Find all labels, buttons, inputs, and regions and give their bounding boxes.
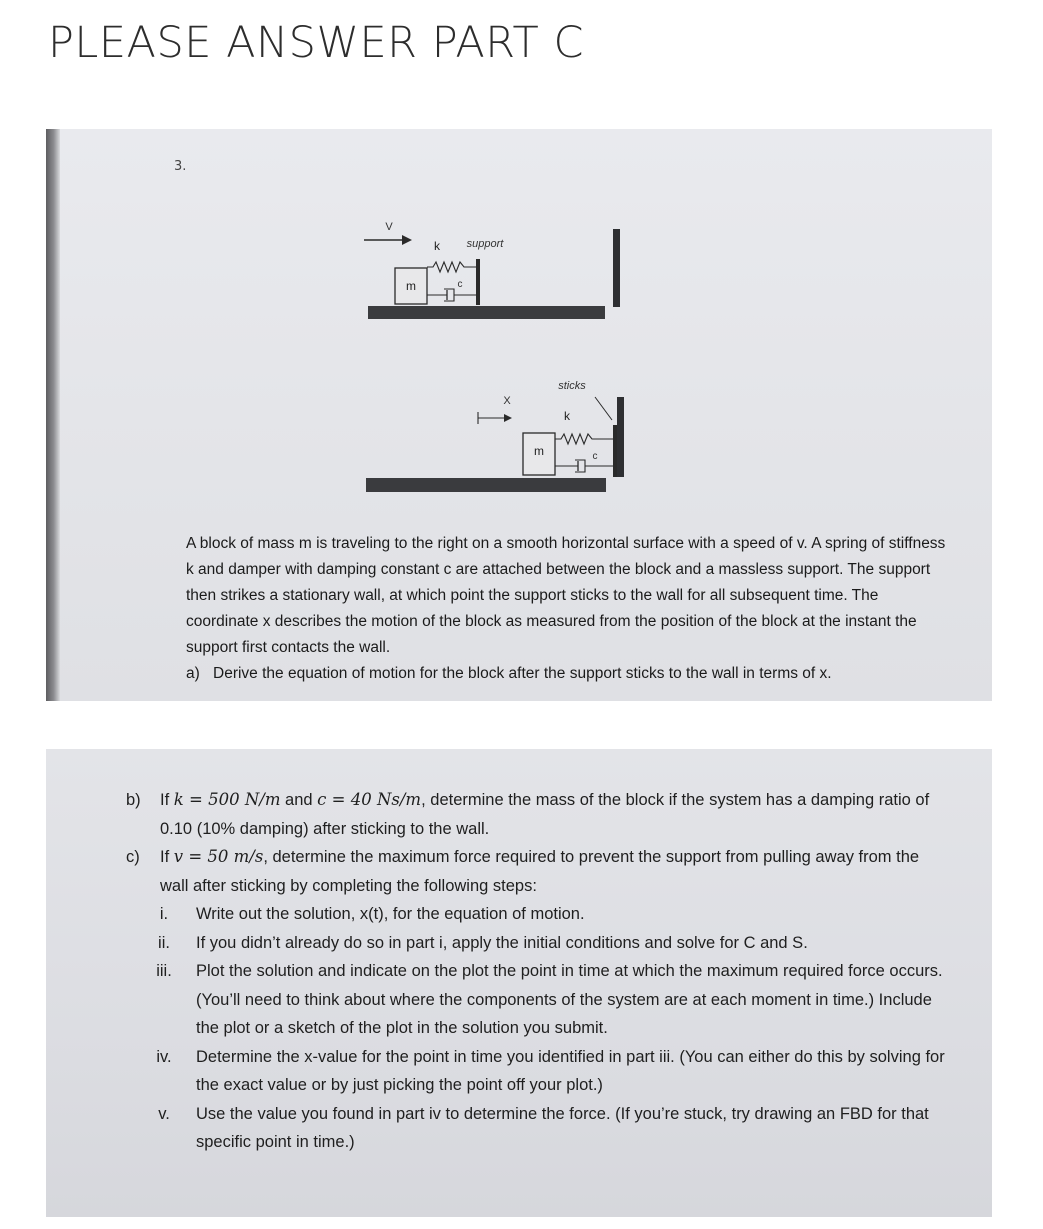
step-ii <box>126 929 946 958</box>
problem-text <box>186 531 946 687</box>
part-c-v-expression: v = 50 m/s <box>173 847 264 866</box>
spring-top <box>427 262 476 272</box>
part-a-text: Derive the equation of motion for the block after the support sticks to the wall in terms of x. <box>213 665 832 682</box>
part-b-c-expression: c = 40 Ns/m <box>317 790 422 809</box>
problem-description: A block of mass m is traveling to the right on a smooth horizontal surface with a speed of v. A spring of stiffness k and damper with damping constant c are attached between the block and a massless support. The support then strikes a stationary wall, at which point the support sticks to the wall for all subsequent time. The coordinate x describes the motion of the block as measured from the position of the block at the instant the support first contacts the wall. <box>186 535 946 656</box>
part-c-prefix: If <box>160 848 174 866</box>
part-c-text: , determine the maximum force required to prevent the support from pulling away from the wall after sticking by completing the following steps: <box>160 848 920 895</box>
step-iv-text: Determine the x-value for the point in time you identified in part iii. (You can either do this by solving for the exact value or by just picking the point off your plot.) <box>196 1047 945 1094</box>
question-number: 3. <box>174 159 187 174</box>
part-b-label: b) <box>126 791 141 809</box>
step-iv <box>126 1043 946 1100</box>
step-i-label: i. <box>159 905 169 923</box>
part-c <box>126 843 946 900</box>
step-v-label: v. <box>158 1104 170 1123</box>
wall-bottom <box>617 397 624 477</box>
part-a <box>186 661 946 687</box>
step-iii-text: Plot the solution and indicate on the plot the point in time at which the maximum required force occurs. (You’ll need to think about where the components of the system are at each moment in time.) Include the plot or a sketch of the plot in the solution you submit. <box>196 962 943 1037</box>
parts-list <box>126 786 946 1157</box>
damper-label-top: c <box>457 279 463 290</box>
step-ii-text: If you didn’t already do so in part i, apply the initial conditions and solve for C and S. <box>196 933 808 952</box>
step-ii-label: ii. <box>158 933 170 952</box>
ground-top <box>368 306 605 319</box>
figure-before-impact <box>364 221 620 319</box>
spring-bottom <box>555 434 613 444</box>
part-b-text: , determine the mass of the block if the system has a damping ratio of 0.10 (10% damping) after sticking to the wall. <box>160 791 930 838</box>
x-arrowhead <box>504 414 512 422</box>
mass-label-bottom: m <box>534 444 544 458</box>
sticks-label: sticks <box>558 380 586 392</box>
part-b-middle: and <box>280 791 318 809</box>
x-label: X <box>503 395 511 407</box>
velocity-arrowhead <box>402 235 412 245</box>
part-b-prefix: If <box>160 791 174 809</box>
velocity-label: V <box>385 221 393 233</box>
mass-label-top: m <box>406 279 416 293</box>
step-i-text: Write out the solution, x(t), for the equation of motion. <box>196 905 585 923</box>
step-i <box>126 900 946 929</box>
sticks-pointer <box>595 397 612 420</box>
spring-label-top: k <box>434 239 440 253</box>
damper-label-bottom: c <box>592 451 598 462</box>
spring-damper-diagram <box>46 129 992 529</box>
problem-photo <box>46 129 992 701</box>
parts-photo <box>46 749 992 1217</box>
step-iv-label: iv. <box>156 1047 172 1066</box>
figure-after-impact <box>366 380 624 492</box>
page-title: PLEASE ANSWER PART C <box>48 18 585 68</box>
spring-label-bottom: k <box>564 409 570 423</box>
support-label: support <box>466 238 504 250</box>
wall-top <box>613 229 620 307</box>
part-a-label: a) <box>186 665 200 682</box>
support-bottom <box>613 425 617 477</box>
part-b-k-expression: k = 500 N/m <box>173 790 281 809</box>
step-v-text: Use the value you found in part iv to determine the force. (If you’re stuck, try drawing an FBD for that specific point in time.) <box>196 1104 929 1151</box>
step-iii-label: iii. <box>156 962 172 980</box>
step-v <box>126 1100 946 1157</box>
support-top <box>476 259 480 305</box>
part-b <box>126 786 946 843</box>
ground-bottom <box>366 478 606 492</box>
part-c-label: c) <box>126 848 140 866</box>
step-iii <box>126 957 946 1043</box>
